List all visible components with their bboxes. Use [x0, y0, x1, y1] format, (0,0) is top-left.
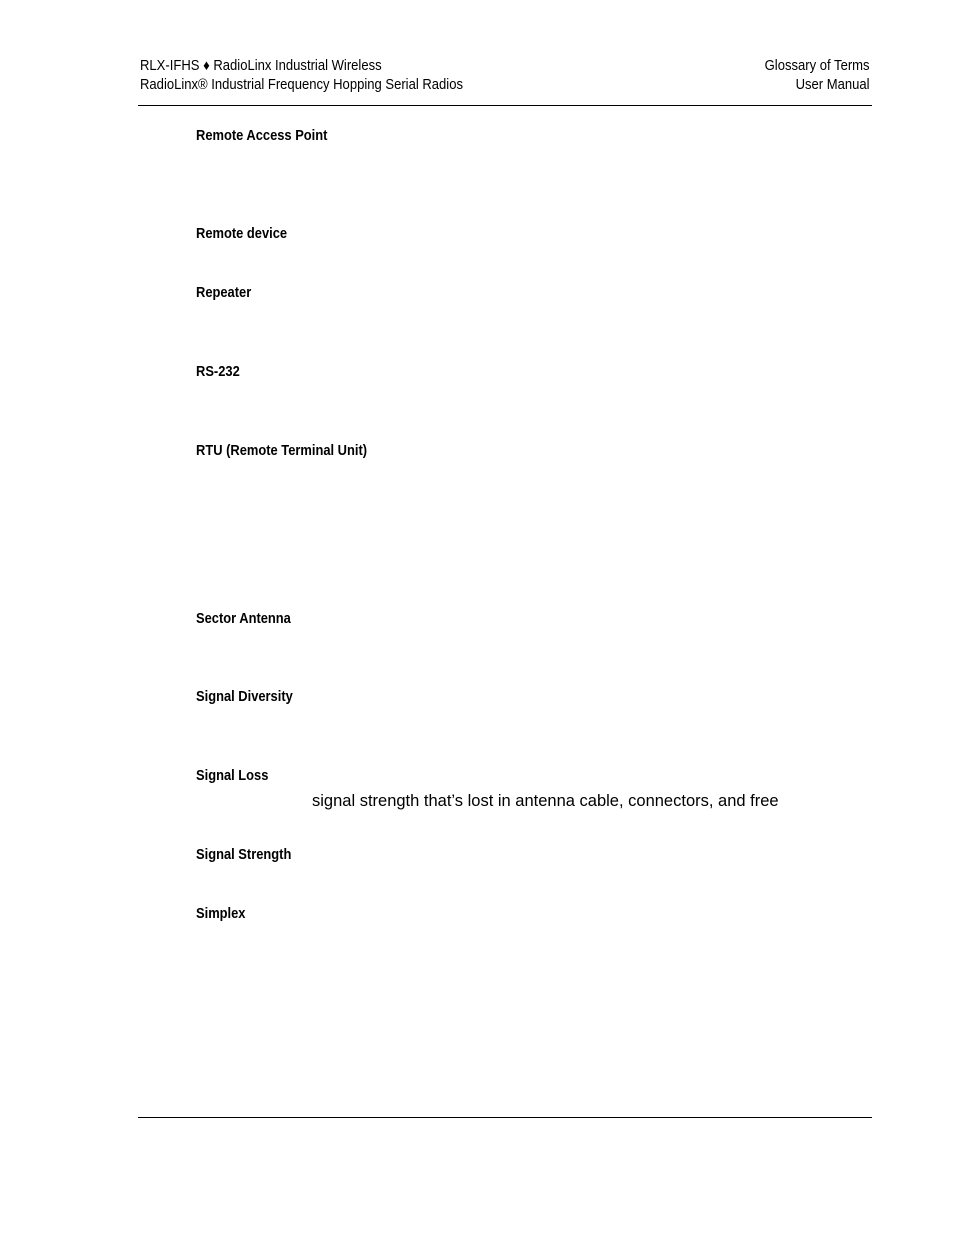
- header-divider: [138, 105, 872, 106]
- page-header-right: [765, 57, 870, 95]
- term-signal-strength: Signal Strength: [196, 846, 292, 863]
- term-rtu: RTU (Remote Terminal Unit): [196, 442, 368, 459]
- term-remote-device: Remote device: [196, 225, 288, 242]
- term-simplex: Simplex: [196, 905, 246, 922]
- header-product-name: RadioLinx® Industrial Frequency Hopping Serial Radios: [140, 77, 463, 93]
- footer-divider: [138, 1117, 872, 1118]
- term-remote-access-point: Remote Access Point: [196, 127, 328, 144]
- header-document-type: User Manual: [796, 77, 870, 93]
- term-sector-antenna: Sector Antenna: [196, 610, 291, 627]
- term-signal-loss: Signal Loss: [196, 767, 269, 784]
- header-product-line: RLX-IFHS ♦ RadioLinx Industrial Wireless: [140, 58, 382, 74]
- term-signal-diversity: Signal Diversity: [196, 688, 293, 705]
- term-rs-232: RS-232: [196, 363, 240, 380]
- signal-loss-definition: signal strength that’s lost in antenna cable, connectors, and free: [312, 792, 779, 810]
- header-section-title: Glossary of Terms: [765, 58, 870, 74]
- page-header-left: [140, 57, 463, 95]
- term-repeater: Repeater: [196, 284, 252, 301]
